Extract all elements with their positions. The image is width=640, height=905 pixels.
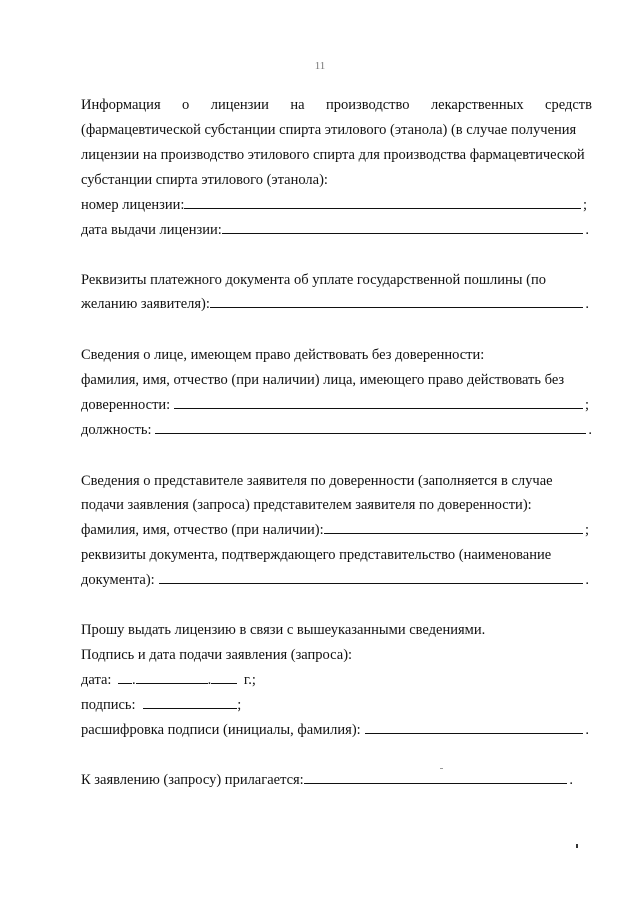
transcript-label: расшифровка подписи (инициалы, фамилия): xyxy=(81,722,361,738)
payment-row xyxy=(81,295,589,313)
attachments-end: . xyxy=(569,772,573,788)
date-year-field[interactable] xyxy=(211,671,237,684)
info-heading-line xyxy=(81,96,592,114)
date-row xyxy=(81,671,256,689)
payment-field[interactable] xyxy=(210,295,583,308)
word: средств xyxy=(545,97,592,113)
page-number: 11 xyxy=(314,60,326,72)
payment-label: желанию заявителя): xyxy=(81,296,210,312)
payment-line-1: Реквизиты платежного документа об уплате государственной пошлины (по xyxy=(81,272,546,288)
transcript-end: . xyxy=(585,722,589,738)
representative-name-end: ; xyxy=(584,522,589,538)
signature-label: подпись: xyxy=(81,697,136,713)
authorized-heading: Сведения о лице, имеющем право действовать без доверенности: xyxy=(81,347,485,363)
sign-heading: Подпись и дата подачи заявления (запроса): xyxy=(81,647,353,663)
representative-doc-field[interactable] xyxy=(159,571,584,584)
issue-date-label: дата выдачи лицензии: xyxy=(81,222,222,238)
word: на xyxy=(290,97,305,113)
representative-doc-line: реквизиты документа, подтверждающего представительство (наименование xyxy=(81,547,552,563)
request-text: Прошу выдать лицензию в связи с вышеуказанными сведениями. xyxy=(81,622,486,638)
signature-row xyxy=(81,696,241,714)
representative-doc-label: документа): xyxy=(81,572,155,588)
issue-date-field[interactable] xyxy=(222,221,584,234)
representative-name-row xyxy=(81,521,589,539)
representative-doc-end: . xyxy=(585,572,589,588)
license-number-end: ; xyxy=(582,197,587,213)
attachments-label: К заявлению (запросу) прилагается: xyxy=(81,772,304,788)
authorized-name-field[interactable] xyxy=(174,396,583,409)
word: лекарственных xyxy=(430,97,524,113)
scan-speck xyxy=(576,844,578,848)
word: производство xyxy=(326,97,410,113)
authorized-name-end: ; xyxy=(584,397,589,413)
signature-end: ; xyxy=(237,697,242,713)
representative-name-field[interactable] xyxy=(324,521,583,534)
issue-date-end: . xyxy=(585,222,589,238)
license-number-field[interactable] xyxy=(184,196,581,209)
date-label: дата: xyxy=(81,672,112,688)
authorized-name-label: доверенности: xyxy=(81,397,171,413)
date-separator: . xyxy=(207,672,212,688)
word: лицензии xyxy=(210,97,269,113)
payment-end: . xyxy=(585,296,589,312)
date-month-field[interactable] xyxy=(136,671,208,684)
position-row xyxy=(81,421,592,439)
representative-doc-row xyxy=(81,571,589,589)
info-line-4: субстанции спирта этилового (этанола): xyxy=(81,172,328,188)
position-end: . xyxy=(588,422,592,438)
info-line-3: лицензии на производство этилового спирта для производства фармацевтической xyxy=(81,147,585,163)
scan-speck xyxy=(440,768,443,769)
position-label: должность: xyxy=(81,422,152,438)
authorized-name-line: фамилия, имя, отчество (при наличии) лица, имеющего право действовать без xyxy=(81,372,565,388)
representative-name-label: фамилия, имя, отчество (при наличии): xyxy=(81,522,324,538)
attachments-row xyxy=(81,771,573,789)
license-number-row xyxy=(81,196,587,214)
signature-field[interactable] xyxy=(143,696,237,709)
representative-heading: Сведения о представителе заявителя по доверенности (заполняется в случае xyxy=(81,473,553,489)
authorized-name-row xyxy=(81,396,589,414)
issue-date-row xyxy=(81,221,589,239)
date-year-suffix: г.; xyxy=(243,672,256,688)
date-day-field[interactable] xyxy=(118,671,132,684)
representative-heading-2: подачи заявления (запроса) представителем заявителя по доверенности): xyxy=(81,497,532,513)
transcript-row xyxy=(81,721,589,739)
info-line-2: (фармацевтической субстанции спирта этилового (этанола) (в случае получения xyxy=(81,122,577,138)
position-field[interactable] xyxy=(155,421,586,434)
transcript-field[interactable] xyxy=(365,721,584,734)
word: о xyxy=(182,97,190,113)
word: Информация xyxy=(81,97,161,113)
attachments-field[interactable] xyxy=(304,771,568,784)
license-number-label: номер лицензии: xyxy=(81,197,185,213)
date-separator: . xyxy=(132,672,136,688)
